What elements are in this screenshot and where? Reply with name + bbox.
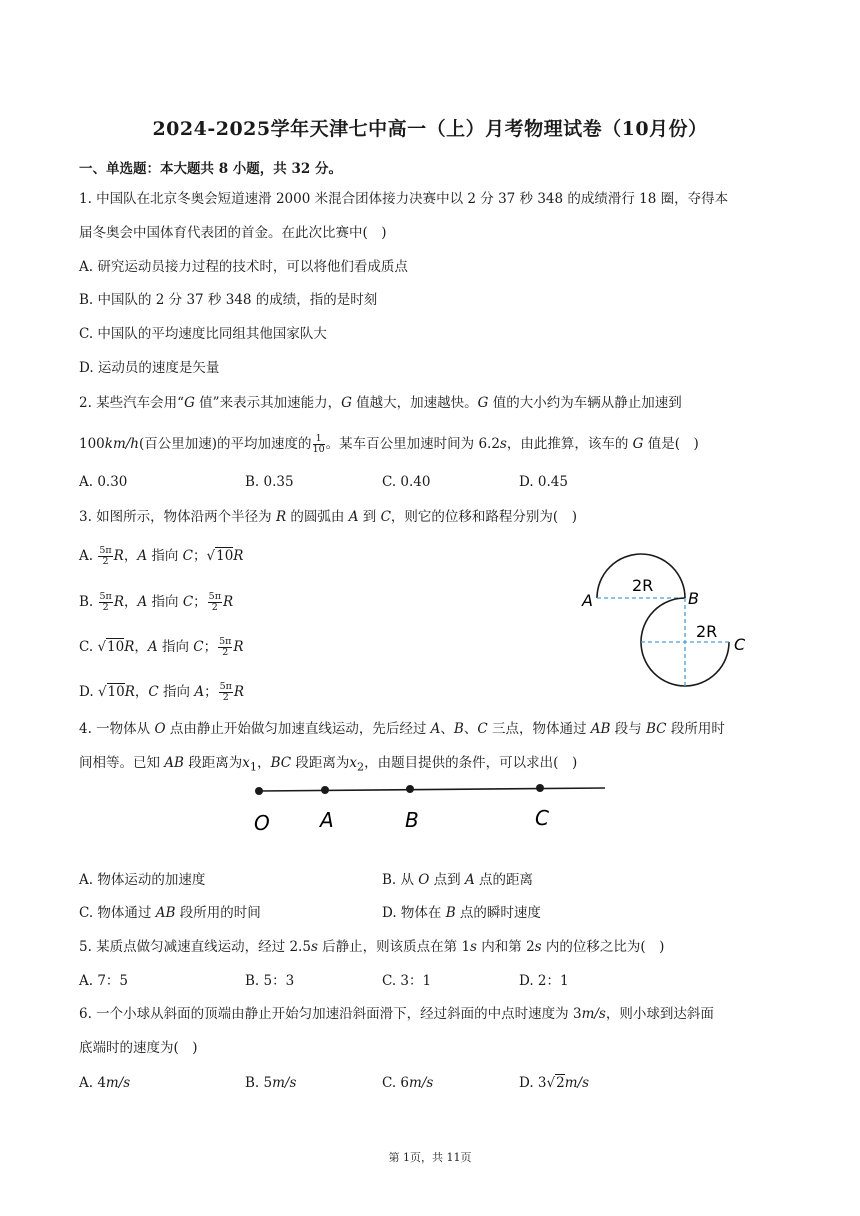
point-A [321,786,329,794]
label-O: O [254,811,270,835]
q1-option-d: D. 运动员的速度是矢量 [79,360,220,376]
q4-line-figure [245,775,615,840]
q6-option-a: A. 4m/s [79,1075,131,1091]
point-C [536,784,544,792]
q1-option-b: B. 中国队的 2 分 37 秒 348 的成绩，指的是时刻 [79,292,378,308]
q3-option-a: A. $\frac{5\pi}{2}$ R，A 指向 C；√10R [79,545,244,567]
section-heading: 一、单选题：本大题共 8 小题，共 32 分。 [79,161,342,177]
motion-line [259,788,605,791]
fraction-one-tenth: $\frac{1}{10}$ [312,433,325,455]
label-A: A [582,591,593,610]
q5-stem: 5. 某质点做匀减速直线运动，经过 2.5s 后静止，则该质点在第 1s 内和第 2s 内的位移之比为( ) [79,939,665,955]
q2-stem-line2: 100km/h(百公里加速)的平均加速度的 $\frac{1}{10}$ 。某车百公里加速时间为 6.2s，由此推算，该车的 G 值是( ) [79,433,699,455]
label-2R-top: 2R [632,576,654,595]
q1-stem-line1: 1. 中国队在北京冬奥会短道速滑 2000 米混合团体接力决赛中以 2 分 37 秒 348 的成绩滑行 18 圈，夺得本 [79,191,729,207]
page-footer: 第 1页，共 11页 [388,1151,472,1164]
q3-arc-figure [570,540,770,700]
q6-option-c: C. 6m/s [382,1075,434,1091]
q3-option-d: D. √10R，C 指向 A； $\frac{5\pi}{2}$ R [79,681,245,703]
q3-stem: 3. 如图所示，物体沿两个半径为 R 的圆弧由 A 到 C，则它的位移和路程分别为( ) [79,509,577,525]
q6-option-d: D. 3√2m/s [519,1075,589,1091]
q2-option-a: A. 0.30 [79,474,128,490]
q1-option-a: A. 研究运动员接力过程的技术时，可以将他们看成质点 [79,259,408,275]
q2-option-b: B. 0.35 [245,474,294,490]
point-B [406,785,414,793]
q4-stem-line1: 4. 一物体从 O 点由静止开始做匀加速直线运动，先后经过 A、B、C 三点，物体通过 AB 段与 BC 段所用时 [79,721,725,737]
exam-title: 2024-2025学年天津七中高一（上）月考物理试卷（10月份） [152,118,708,140]
q5-option-a: A. 7：5 [79,973,129,989]
q6-option-b: B. 5m/s [245,1075,297,1091]
q4-option-b: B. 从 O 点到 A 点的距离 [382,872,534,888]
point-O [255,787,263,795]
label-A: A [320,808,334,832]
q4-option-d: D. 物体在 B 点的瞬时速度 [382,905,541,921]
q6-stem-line1: 6. 一个小球从斜面的顶端由静止开始匀加速沿斜面滑下，经过斜面的中点时速度为 3m/s，则小球到达斜面 [79,1006,714,1022]
q6-stem-line2: 底端时的速度为( ) [79,1040,198,1056]
label-2R-bottom: 2R [696,622,718,641]
label-B: B [688,589,699,608]
q5-option-c: C. 3：1 [382,973,432,989]
q4-stem-line2: 间相等。已知 AB 段距离为$x_1$，BC 段距离为$x_2$，由题目提供的条件，可以求出( ) [79,755,578,774]
q4-option-a: A. 物体运动的加速度 [79,872,206,888]
q5-option-b: B. 5：3 [245,973,295,989]
q5-option-d: D. 2：1 [519,973,569,989]
q2-option-c: C. 0.40 [382,474,431,490]
q2-option-d: D. 0.45 [519,474,568,490]
q2-stem-line1: 2. 某些汽车会用“G 值”来表示其加速能力，G 值越大，加速越快。G 值的大小约为车辆从静止加速到 [79,395,682,411]
q1-stem-line2: 届冬奥会中国体育代表团的首金。在此次比赛中( ) [79,225,387,241]
q4-option-c: C. 物体通过 AB 段所用的时间 [79,905,261,921]
label-B: B [405,808,419,832]
q3-option-b: B. $\frac{5\pi}{2}$ R，A 指向 C； $\frac{5\pi}{2}$ R [79,591,234,613]
label-C: C [535,806,549,830]
q1-option-c: C. 中国队的平均速度比同组其他国家队大 [79,326,327,342]
label-C: C [734,635,746,654]
q3-option-c: C. √10R，A 指向 C； $\frac{5\pi}{2}$ R [79,636,244,658]
